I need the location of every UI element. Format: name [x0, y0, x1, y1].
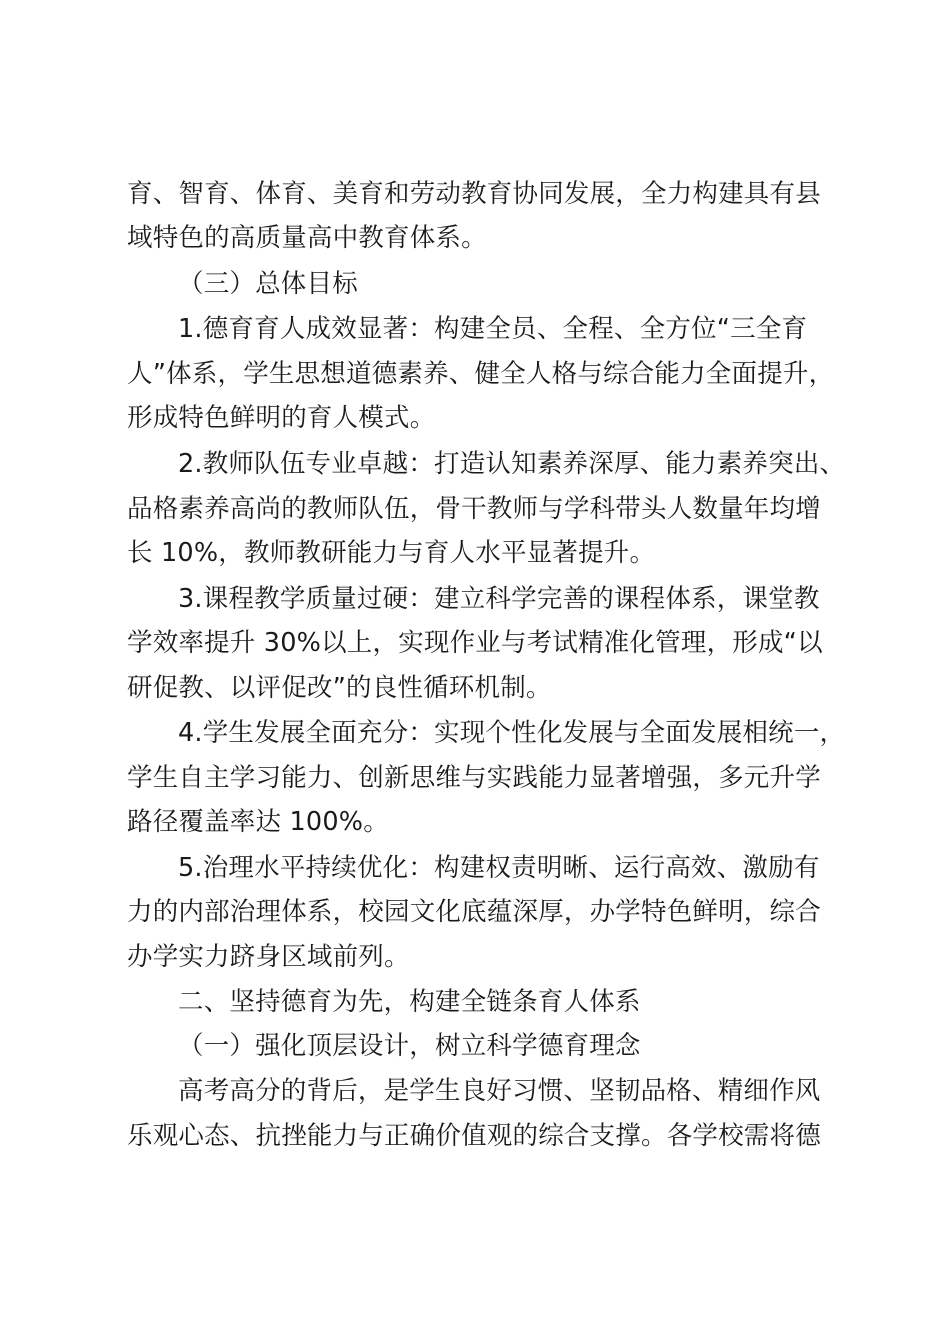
paragraph-line: 路径覆盖率达 100%。 — [127, 807, 389, 837]
paragraph-line: 力的内部治理体系，校园文化底蕴深厚，办学特色鲜明，综合 — [127, 897, 821, 927]
paragraph-line: 4.学生发展全面充分：实现个性化发展与全面发展相统一， — [178, 718, 846, 748]
section-heading: （三）总体目标 — [178, 269, 358, 299]
paragraph-line: 高考高分的背后，是学生良好习惯、坚韧品格、精细作风 — [178, 1076, 821, 1106]
paragraph-line: 5.治理水平持续优化：构建权责明晰、运行高效、激励有 — [178, 853, 820, 883]
paragraph-line: 学生自主学习能力、创新思维与实践能力显著增强，多元升学 — [127, 763, 821, 793]
paragraph-line: 形成特色鲜明的育人模式。 — [127, 403, 436, 433]
section-heading: 二、坚持德育为先，构建全链条育人体系 — [178, 987, 641, 1017]
paragraph-line: 长 10%，教师教研能力与育人水平显著提升。 — [127, 538, 656, 568]
paragraph-line: 学效率提升 30%以上，实现作业与考试精准化管理，形成“以 — [127, 628, 823, 658]
paragraph-line: 乐观心态、抗挫能力与正确价值观的综合支撑。各学校需将德 — [127, 1121, 821, 1151]
section-heading: （一）强化顶层设计，树立科学德育理念 — [178, 1031, 641, 1061]
paragraph-line: 3.课程教学质量过硬：建立科学完善的课程体系，课堂教 — [178, 584, 820, 614]
paragraph-line: 育、智育、体育、美育和劳动教育协同发展，全力构建具有县 — [127, 179, 821, 209]
paragraph-line: 品格素养高尚的教师队伍，骨干教师与学科带头人数量年均增 — [127, 494, 821, 524]
paragraph-line: 域特色的高质量高中教育体系。 — [127, 223, 487, 253]
paragraph-line: 人”体系，学生思想道德素养、健全人格与综合能力全面提升， — [127, 359, 835, 389]
paragraph-line: 研促教、以评促改”的良性循环机制。 — [127, 673, 552, 703]
paragraph-line: 1.德育育人成效显著：构建全员、全程、全方位“三全育 — [178, 314, 808, 344]
paragraph-line: 2.教师队伍专业卓越：打造认知素养深厚、能力素养突出、 — [178, 449, 846, 479]
paragraph-line: 办学实力跻身区域前列。 — [127, 942, 410, 972]
